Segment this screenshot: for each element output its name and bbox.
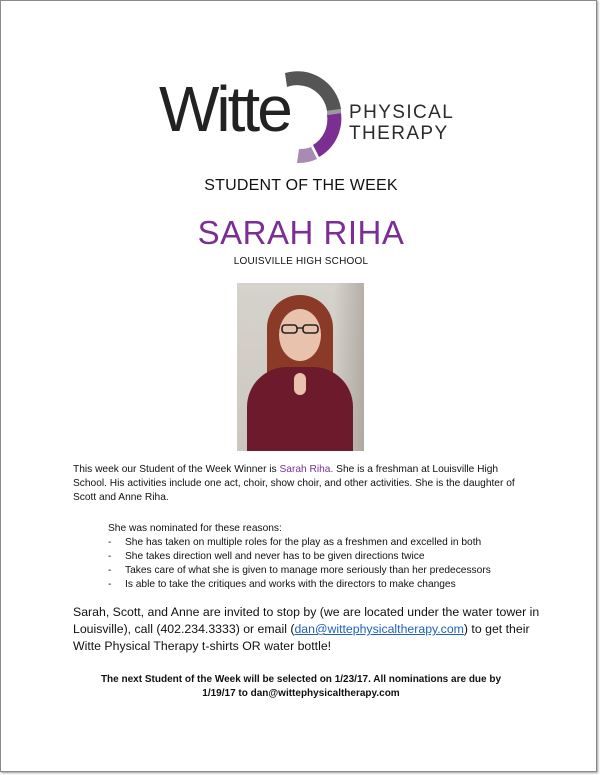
reason-item (108, 578, 538, 592)
logo-arc-icon (279, 69, 359, 165)
page-title: STUDENT OF THE WEEK (204, 177, 398, 194)
reason-item (108, 550, 538, 564)
witte-logo (151, 69, 455, 165)
invite-paragraph (73, 604, 543, 655)
reasons-section (108, 522, 538, 592)
logo-wordmark: Witte (159, 73, 290, 145)
intro-text: This week our Student of the Week Winner is (73, 464, 280, 475)
reasons-lead: She was nominated for these reasons: (108, 523, 282, 534)
bullet-dash: - (108, 579, 112, 590)
footer-line-1: The next Student of the Week will be selected on 1/23/17. All nominations are due by (100, 674, 502, 685)
photo-face (279, 309, 321, 361)
bullet-dash: - (108, 537, 112, 548)
footer-line-2: 1/19/17 to dan@wittephysicaltherapy.com (202, 688, 400, 699)
logo-therapy: THERAPY (349, 123, 449, 144)
reason-text: Is able to take the critiques and works with the directors to make changes (125, 579, 456, 590)
bullet-dash: - (108, 565, 112, 576)
reason-item (108, 536, 538, 550)
email-link[interactable]: dan@wittephysicaltherapy.com (294, 622, 464, 636)
reason-text: Takes care of what she is given to manage more seriously than her predecessors (125, 565, 491, 576)
reason-text: She takes direction well and never has to be given directions twice (125, 551, 425, 562)
student-photo (237, 283, 364, 451)
school-name: LOUISVILLE HIGH SCHOOL (233, 256, 369, 267)
footer-note (1, 673, 600, 701)
reasons-list (108, 536, 538, 592)
reason-item (108, 564, 538, 578)
intro-text-rest: She is a freshman at Louisville High School. His activities include one act, choir, show choir, and other activities. She is the daughter of Scott and Anne Riha. (73, 464, 515, 503)
student-name: SARAH RIHA (197, 214, 405, 251)
reason-text: She has taken on multiple roles for the play as a freshmen and excelled in both (125, 537, 482, 548)
photo-neckline (294, 373, 306, 395)
glasses-icon (280, 324, 320, 334)
bullet-dash: - (108, 551, 112, 562)
invite-text-rest: ) to get their Witte Physical Therapy t-shirts OR water bottle! (73, 622, 530, 653)
invite-text: Sarah, Scott, and Anne are invited to stop by (we are located under the water tower in Louisville), call (402.234.3333) or email ( (73, 605, 540, 636)
intro-paragraph (73, 463, 533, 505)
logo-physical: PHYSICAL (349, 102, 455, 123)
intro-highlight-name: Sarah Riha. (279, 464, 334, 475)
